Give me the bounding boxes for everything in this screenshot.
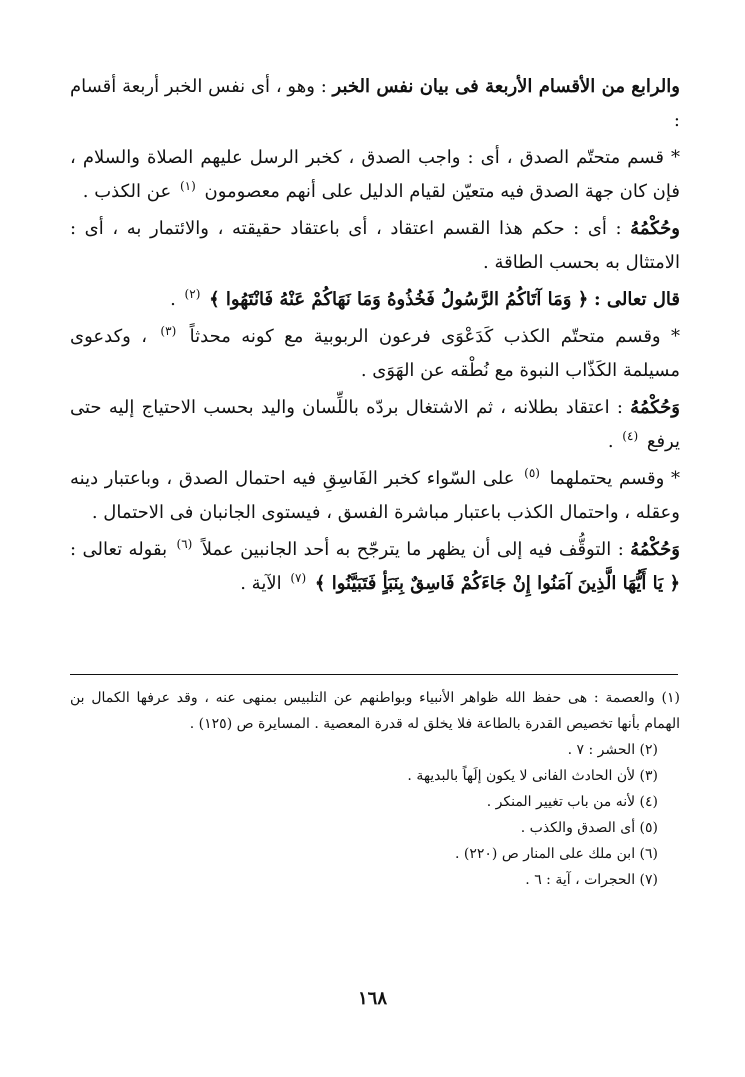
main-text xyxy=(70,70,680,604)
quran-quote: ﴿ وَمَا آتَاكُمُ الرَّسُولُ فَخُذُوهُ وَمَا نَهَاكُمْ عَنْهُ فَانْتَهُوا ﴾ xyxy=(209,289,589,310)
paragraph-text: * وقسم متحتّم الكذب كَدَعْوَى فرعون الربوبية مع كونه محدثاً xyxy=(189,326,680,347)
paragraph-text: عن الكذب . xyxy=(82,181,172,202)
paragraph-3 xyxy=(70,212,680,280)
paragraph-2 xyxy=(70,141,680,209)
paragraph-7 xyxy=(70,462,680,530)
footnote-ref[interactable]: (٥) xyxy=(524,466,540,480)
section-heading: والرابع من الأقسام الأربعة فى بيان نفس الخبر xyxy=(332,76,680,97)
paragraph-text: : اعتقاد بطلانه ، ثم الاشتغال بردّه باللِّسان واليد بحسب الاحتياج إليه حتى يرفع xyxy=(70,397,680,452)
paragraph-text: . xyxy=(170,289,176,310)
paragraph-text: : وهو ، أى نفس الخبر أربعة أقسام : xyxy=(70,76,680,131)
paragraph-text: بقوله تعالى : xyxy=(70,539,168,560)
rule-heading: وَحُكْمُهُ xyxy=(630,397,680,418)
footnote-3: (٣) لأن الحادث الفانى لا يكون إلَهاً بالبديهة . xyxy=(407,768,658,784)
paragraph-1 xyxy=(70,70,680,138)
footnote-6: (٦) ابن ملك على المنار ص (٢٢٠) . xyxy=(454,846,658,862)
paragraph-text: * وقسم يحتملهما xyxy=(549,468,680,489)
footnote-ref[interactable]: (١) xyxy=(179,179,196,193)
paragraph-text: : أى : حكم هذا القسم اعتقاد ، أى باعتقاد حقيقته ، والائتمار به ، أى : الامتثال به بحسب الطاقة . xyxy=(70,218,680,273)
paragraph-text: الآية . xyxy=(240,573,282,594)
footnotes xyxy=(70,685,680,893)
rule-heading: وحُكْمُهُ xyxy=(630,218,680,239)
paragraph-text: على السّواء كخبر الفَاسِقِ فيه احتمال الصدق ، وباعتبار دينه وعقله ، واحتمال الكذب باعتبار مباشرة الفسق ، فيستوى الجانبان فى الاحتمال . xyxy=(70,468,680,523)
paragraph-text: ، وكدعوى مسيلمة الكَذّاب النبوة مع نُطْقه عن الهَوَى . xyxy=(70,326,680,381)
paragraph-text: . xyxy=(607,431,614,452)
footnote-ref[interactable]: (٣) xyxy=(160,324,177,338)
footnote-ref[interactable]: (٦) xyxy=(176,537,193,551)
footnote-4: (٤) لأنه من باب تغيير المنكر . xyxy=(486,794,658,810)
page-number: ١٦٨ xyxy=(357,988,387,1009)
footnote-7: (٧) الحجرات ، آية : ٦ . xyxy=(525,872,658,888)
quote-intro: قال تعالى : xyxy=(593,289,680,310)
rule-heading: وَحُكْمُهُ xyxy=(630,539,680,560)
paragraph-text: * قسم متحتّم الصدق ، أى : واجب الصدق ، كخبر الرسل عليهم الصلاة والسلام ، فإن كان جهة الصدق فيه متعيّن لقيام الدليل على أنهم معصومون xyxy=(70,147,680,202)
footnote-ref[interactable]: (٢) xyxy=(184,287,201,301)
paragraph-4 xyxy=(70,283,680,317)
footnote-ref[interactable]: (٧) xyxy=(290,571,307,585)
paragraph-8 xyxy=(70,533,680,601)
footnote-divider xyxy=(70,674,678,675)
paragraph-text: : التوقُّف فيه إلى أن يظهر ما يترجّح به أحد الجانبين عملاً xyxy=(201,539,631,560)
footnote-5: (٥) أى الصدق والكذب . xyxy=(520,820,658,836)
footnote-1: (١) والعصمة : هى حفظ الله ظواهر الأنبياء وبواطنهم عن التلبيس بمنهى عنه ، وقد عرفها الكمال بن الهمام بأنها تخصيص القدرة بالطاعة فلا يخلق له قدرة المعصية . المسايرة ص (١٢٥) . xyxy=(70,690,680,732)
paragraph-5 xyxy=(70,320,680,388)
footnote-2: (٢) الحشر : ٧ . xyxy=(567,742,658,758)
quran-quote: ﴿ يَا أَيُّهَا الَّذِينَ آمَنُوا إِنْ جَاءَكُمْ فَاسِقٌ بِنَبَأٍ فَتَبَيَّنُوا ﴾ xyxy=(314,573,680,594)
paragraph-6 xyxy=(70,391,680,459)
footnote-ref[interactable]: (٤) xyxy=(622,429,639,443)
